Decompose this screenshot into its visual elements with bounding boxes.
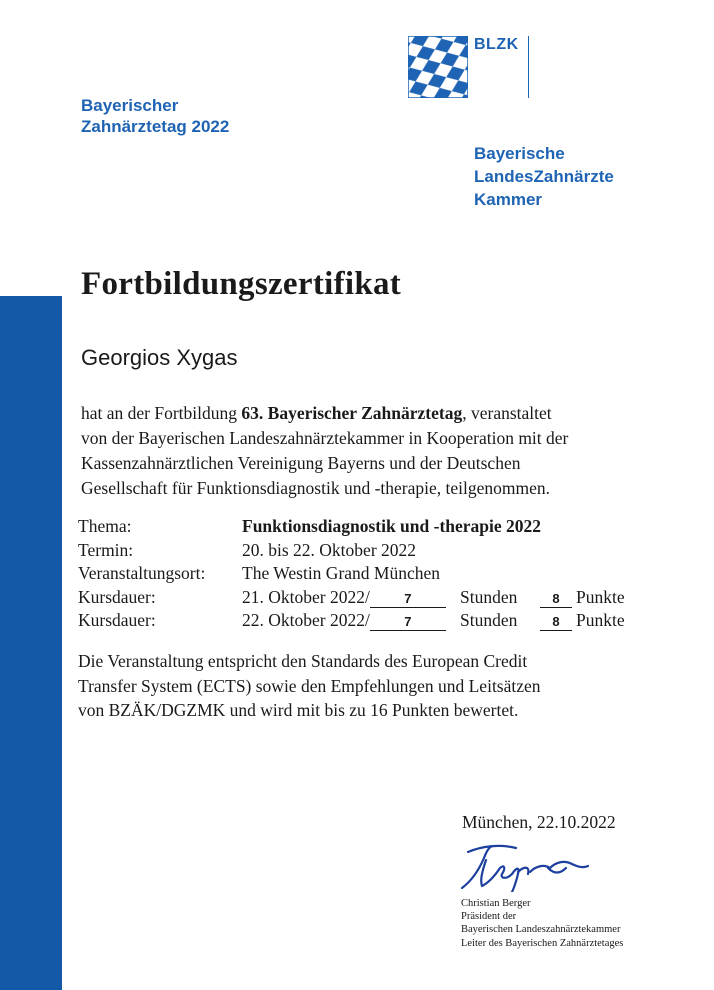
points [540,609,625,633]
signer-role1: Präsident der [461,911,517,923]
ort-label: Veranstaltungsort: [78,563,206,583]
kursdauer-label: Kursdauer: [78,610,156,630]
blzk-logo [408,36,532,98]
ects-paragraph [78,649,541,723]
hours-value: 7 [370,613,446,631]
kursdauer-label: Kursdauer: [78,586,156,607]
kursdauer-date-text: 21. Oktober 2022/ [242,586,370,607]
hours-unit: Stunden [460,610,518,630]
logo-text: BLZK [474,36,519,53]
intro-paragraph [81,401,641,501]
intro-line3: Kassenzahnärztlichen Vereinigung Bayerns und der Deutschen [81,453,521,473]
kursdauer-date [242,586,450,610]
kursdauer-date [242,609,450,633]
recipient-name: Georgios Xygas [81,345,238,370]
points [540,586,625,610]
thema-value: Funktionsdiagnostik und -therapie 2022 [242,516,542,536]
signer-role3: Leiter des Bayerischen Zahnärztetages [461,937,624,949]
intro-line2: von der Bayerischen Landeszahnärztekammer in Kooperation mit der [81,428,569,448]
ort-value: The Westin Grand München [242,563,441,583]
logo-divider [528,36,529,98]
chamber-line3: Kammer [474,190,543,209]
bavarian-lozenge-icon [408,36,468,98]
hours-value: 7 [370,590,446,608]
intro-line4: Gesellschaft für Funktionsdiagnostik und -therapie, teilgenommen. [81,478,550,498]
signer-block [461,897,623,950]
hours-unit: Stunden [460,586,518,607]
certificate-title: Fortbildungszertifikat [81,266,402,302]
handwritten-signature [460,838,590,892]
ects-line3: von BZÄK/DGZMK und wird mit bis zu 16 Punkten bewertet. [78,700,519,720]
points-unit: Punkte [576,610,625,630]
ects-line1: Die Veranstaltung entspricht den Standards des European Credit [78,651,528,671]
intro-line1 [81,401,641,426]
kursdauer-date-text: 22. Oktober 2022/ [242,610,370,630]
chamber-name [474,142,614,211]
place-date: München, 22.10.2022 [462,812,616,832]
event-title [81,95,229,137]
termin-label: Termin: [78,539,134,560]
ects-line2: Transfer System (ECTS) sowie den Empfehlungen und Leitsätzen [78,675,541,696]
intro-event-name: 63. Bayerischer Zahnärztetag [241,403,463,423]
points-value: 8 [540,590,572,608]
termin-value: 20. bis 22. Oktober 2022 [242,539,417,560]
event-title-line2: Zahnärztetag 2022 [81,117,230,136]
signer-name: Christian Berger [461,898,531,909]
chamber-line1: Bayerische [474,144,565,163]
thema-label: Thema: [78,516,132,536]
chamber-line2: LandesZahnärzte [474,167,614,186]
intro-prefix: hat an der Fortbildung [81,403,242,423]
points-value: 8 [540,613,572,631]
side-accent-bar [0,296,62,990]
event-title-line1: Bayerischer [81,96,179,115]
points-unit: Punkte [576,586,625,607]
intro-suffix: , veranstaltet [462,403,552,423]
signer-role2: Bayerischen Landeszahnärztekammer [461,924,621,936]
